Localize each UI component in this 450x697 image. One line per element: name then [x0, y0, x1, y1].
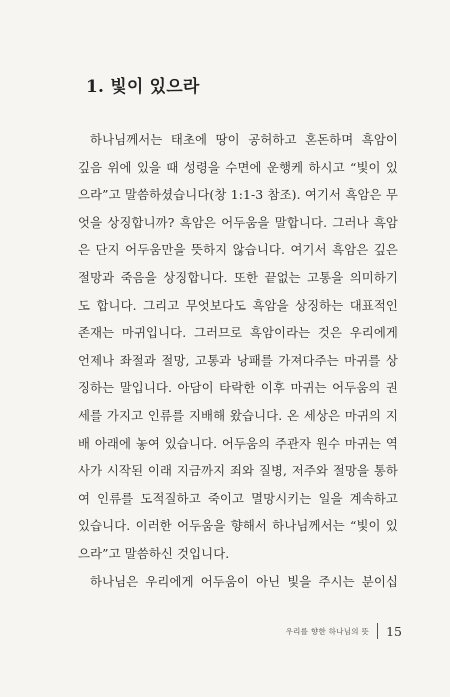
text-line: 은 단지 어두움만을 뜻하지 않습니다. 여기서 흑암은 깊은 [78, 242, 398, 258]
text-line: 하나님은 우리에게 어두움이 아닌 빛을 주시는 분이십 [90, 573, 398, 589]
text-line: 으라”고 말씀하신 것입니다. [78, 545, 230, 561]
text-line: 깊음 위에 있을 때 성령을 수면에 운행케 하시고 “빛이 있 [78, 159, 398, 175]
text-line: 하나님께서는 태초에 땅이 공허하고 혼돈하며 흑암이 [90, 132, 398, 147]
text-line: 여 인류를 도적질하고 죽이고 멸망시키는 일을 계속하고 [78, 490, 398, 506]
running-title: 우리를 향한 하나님의 뜻 [285, 626, 370, 636]
text-line: 도 합니다. 그리고 무엇보다도 흑암을 상징하는 대표적인 [78, 297, 398, 313]
body-text [78, 126, 398, 595]
text-line: 절망과 죽음을 상징합니다. 또한 끝없는 고통을 의미하기 [78, 269, 398, 285]
text-line: 징하는 말입니다. 아담이 타락한 이후 마귀는 어두움의 권 [78, 380, 398, 396]
page-number: 15 [386, 623, 402, 639]
text-line: 엇을 상징합니까? 흑암은 어두움을 말합니다. 그러나 흑암 [78, 214, 398, 230]
text-line: 존재는 마귀입니다. 그러므로 흑암이라는 것은 우리에게 [78, 325, 398, 341]
text-line: 세를 가지고 인류를 지배해 왔습니다. 온 세상은 마귀의 지 [78, 407, 398, 423]
text-line: 배 아래에 놓여 있습니다. 어두움의 주관자 원수 마귀는 역 [78, 435, 398, 451]
page-footer [286, 623, 402, 639]
footer-divider [377, 623, 378, 639]
text-line: 사가 시작된 이래 지금까지 죄와 질병, 저주와 절망을 통하 [78, 463, 398, 479]
chapter-title: 1. 빛이 있으라 [86, 77, 200, 97]
text-line: 있습니다. 이러한 어두움을 향해서 하나님께서는 “빛이 있 [78, 518, 398, 534]
text-line: 언제나 좌절과 절망, 고통과 낭패를 가져다주는 마귀를 상 [78, 352, 398, 368]
text-line: 으라”고 말씀하셨습니다(창 1:1-3 참조). 여기서 흑암은 무 [78, 187, 398, 203]
